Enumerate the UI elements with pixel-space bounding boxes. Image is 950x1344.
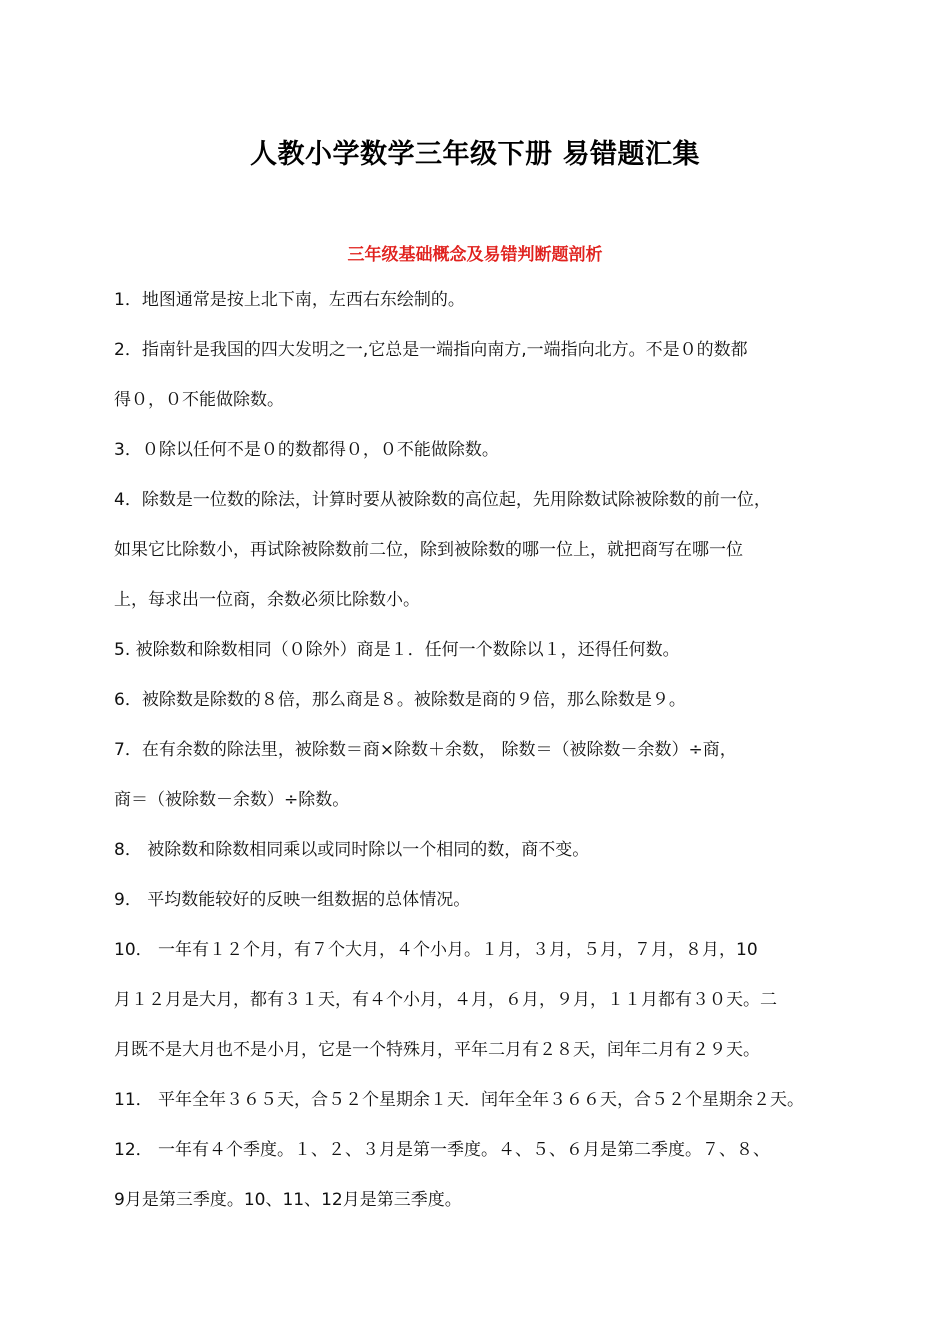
text-line: 11． 平年全年３６５天，合５２个星期余１天．闰年全年３６６天，合５２个星期余２天。 (114, 1090, 805, 1110)
text-line: 9月是第三季度。10、11、12月是第三季度。 (114, 1190, 462, 1210)
text-line: 10． 一年有１２个月，有７个大月，４个小月。１月，３月，５月，７月，８月，10 (114, 940, 758, 960)
text-line: 3．０除以任何不是０的数都得０，０不能做除数。 (114, 440, 499, 460)
text-line: 月１２月是大月，都有３１天，有４个小月，４月，６月，９月，１１月都有３０天。二 (114, 990, 777, 1010)
text-line: 得０，０不能做除数。 (114, 390, 284, 410)
text-line: 如果它比除数小，再试除被除数前二位，除到被除数的哪一位上，就把商写在哪一位 (114, 540, 743, 560)
text-line: 7．在有余数的除法里，被除数＝商×除数＋余数， 除数＝（被除数－余数）÷商， (114, 740, 737, 760)
text-line: 上，每求出一位商，余数必须比除数小。 (114, 590, 420, 610)
text-line: 2．指南针是我国的四大发明之一,它总是一端指向南方,一端指向北方。不是０的数都 (114, 340, 748, 360)
text-line: 月既不是大月也不是小月，它是一个特殊月，平年二月有２８天，闰年二月有２９天。 (114, 1040, 760, 1060)
text-line: 4．除数是一位数的除法，计算时要从被除数的高位起，先用除数试除被除数的前一位， (114, 490, 771, 510)
text-line: 9． 平均数能较好的反映一组数据的总体情况。 (114, 890, 471, 910)
text-line: 6．被除数是除数的８倍，那么商是８。被除数是商的９倍，那么除数是９。 (114, 690, 686, 710)
text-line: 1．地图通常是按上北下南，左西右东绘制的。 (114, 290, 465, 310)
text-line: 5. 被除数和除数相同（０除外）商是１．任何一个数除以１，还得任何数。 (114, 640, 680, 660)
text-line: 12． 一年有４个季度。１、２、３月是第一季度。４、５、６月是第二季度。７、８、 (114, 1140, 771, 1160)
section-heading: 三年级基础概念及易错判断题剖析 (347, 245, 603, 265)
text-line: 8． 被除数和除数相同乘以或同时除以一个相同的数，商不变。 (114, 840, 590, 860)
document-title: 人教小学数学三年级下册 易错题汇集 (250, 139, 700, 170)
body-text (114, 285, 854, 1235)
text-line: 商＝（被除数－余数）÷除数。 (114, 790, 350, 810)
